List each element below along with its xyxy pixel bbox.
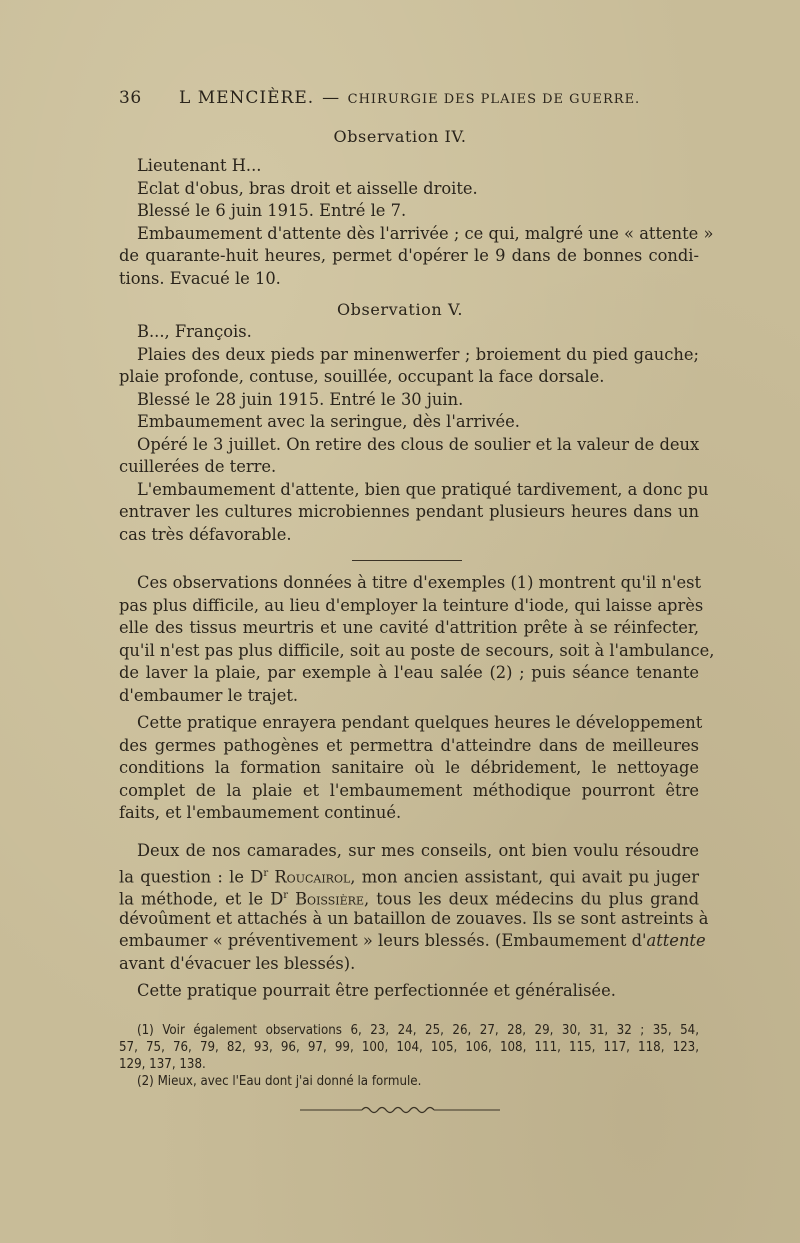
text-line: L'embaumement d'attente, bien que pratiqué tardivement, a donc pu [137, 479, 709, 499]
text-line: Blessé le 6 juin 1915. Entré le 7. [137, 201, 407, 220]
running-title: CHIRURGIE DES PLAIES DE GUERRE. [347, 92, 641, 107]
footnote-line: (2) Mieux, avec l'Eau dont j'ai donné la formule. [137, 1074, 422, 1089]
text-line: d'embaumer le trajet. [119, 685, 299, 705]
text-line: elle des tissus meurtris et une cavité d'attrition prête à se réinfecter, [119, 618, 699, 637]
observation-5-title: Observation V. [336, 300, 464, 319]
text-line: Embaumement avec la seringue, dès l'arrivée. [137, 412, 520, 431]
observation-4-title: Observation IV. [333, 127, 467, 146]
running-header [119, 88, 679, 108]
text-line: Deux de nos camarades, sur mes conseils, ont bien voulu résoudre [137, 841, 699, 860]
text-line: des germes pathogènes et permettra d'atteindre dans de meilleures [119, 735, 699, 755]
author-name: L MENCIÈRE. [179, 88, 315, 108]
paragraph-1 [119, 572, 715, 707]
text-line: avant d'évacuer les blessés). [119, 953, 356, 973]
text-line: embaumer « préventivement » leurs blessés. (Embaumement d'attente [119, 931, 706, 950]
text-line: Embaumement d'attente dès l'arrivée ; ce qui, malgré une « attente » [137, 223, 714, 243]
section-divider [352, 560, 462, 561]
observation-4-body [119, 155, 714, 290]
footnote-line: 57, 75, 76, 79, 82, 93, 96, 97, 99, 100, 104, 105, 106, 108, 111, 115, 117, 118, 123, [119, 1040, 699, 1055]
text-line: pas plus difficile, au lieu d'employer la teinture d'iode, qui laisse après [119, 595, 704, 615]
footnotes [119, 1022, 699, 1090]
text-line: cas très défavorable. [119, 524, 292, 544]
text-line: qu'il n'est pas plus difficile, soit au poste de secours, soit à l'ambulance, [119, 640, 715, 660]
text-line: Cette pratique pourrait être perfectionnée et généralisée. [137, 981, 616, 1000]
text-line: entraver les cultures microbiennes pendant plusieurs heures dans un [119, 502, 699, 521]
text-line: B..., François. [137, 322, 252, 341]
text-line: cuillerées de terre. [119, 457, 277, 476]
page-number: 36 [119, 88, 142, 108]
person-name: Roucairol [268, 866, 351, 886]
text-line: conditions la formation sanitaire où le débridement, le nettoyage [119, 758, 699, 777]
text-line: Opéré le 3 juillet. On retire des clous de soulier et la valeur de deux [137, 434, 700, 454]
text-line: dévoûment et attachés à un bataillon de zouaves. Ils se sont astreints à [119, 908, 709, 928]
text-line: la question : le $D^r$ Roucairol, mon ancien assistant, qui avait pu juger [119, 866, 699, 886]
header-separator: — [322, 88, 340, 108]
text-line: faits, et l'embaumement continué. [119, 803, 402, 822]
paragraph-4 [119, 980, 699, 1003]
footnote-line: (1) Voir également observations 6, 23, 24, 25, 26, 27, 28, 29, 30, 31, 32 ; 35, 54, [137, 1023, 699, 1038]
text-line: tions. Evacué le 10. [119, 268, 281, 288]
text-line: la méthode, et le $D^r$ Boissière, tous les deux médecins du plus grand [119, 889, 699, 909]
paragraph-2 [119, 712, 703, 825]
text-line: Cette pratique enrayera pendant quelques heures le développement [137, 713, 703, 732]
text-line: Eclat d'obus, bras droit et aisselle droite. [137, 178, 478, 198]
text-line: plaie profonde, contuse, souillée, occupant la face dorsale. [119, 367, 605, 386]
text-line: de quarante-huit heures, permet d'opérer le 9 dans de bonnes condi- [119, 246, 699, 265]
text-line: Ces observations données à titre d'exemples (1) montrent qu'il n'est [137, 573, 702, 592]
text-line: complet de la plaie et l'embaumement méthodique pourront être [119, 780, 699, 800]
emphasis: attente [646, 931, 706, 950]
observation-5-body [119, 321, 709, 546]
end-ornament [300, 1100, 500, 1120]
paragraph-3 [119, 840, 709, 975]
text-line: Plaies des deux pieds par minenwerfer ; broiement du pied gauche; [137, 344, 699, 364]
person-name: Boissière [288, 889, 364, 909]
text-line: Lieutenant H... [137, 156, 262, 175]
footnote-line: 129, 137, 138. [119, 1057, 206, 1072]
text-line: de laver la plaie, par exemple à l'eau salée (2) ; puis séance tenante [119, 663, 699, 682]
text-line: Blessé le 28 juin 1915. Entré le 30 juin. [137, 389, 464, 409]
